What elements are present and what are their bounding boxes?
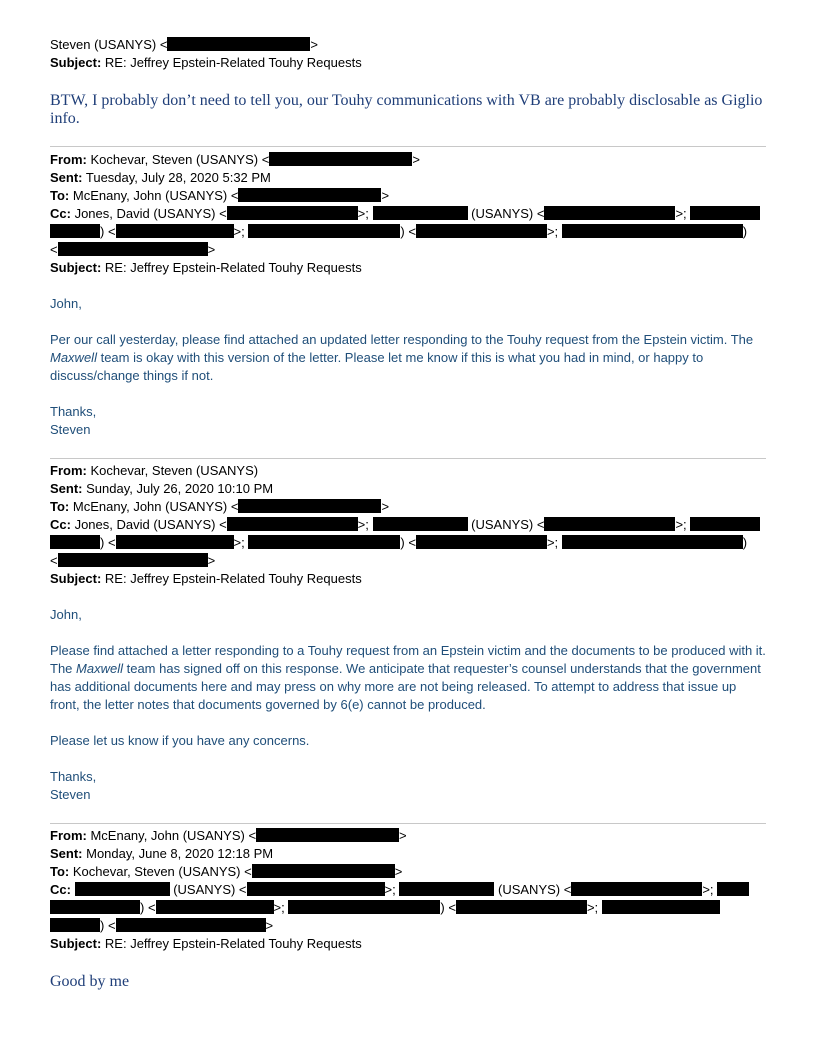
- separator: >;: [546, 535, 559, 550]
- from-text: McEnany, John (USANYS) <: [90, 828, 257, 843]
- separator: >;: [273, 900, 285, 915]
- angle-close: >: [381, 188, 390, 203]
- usanys-text: (USANYS) <: [173, 882, 247, 897]
- top-body-text: BTW, I probably don’t need to tell you, our Touhy communications with VB are probably disclosable as Giglio info.: [50, 92, 763, 127]
- from-text: Kochevar, Steven (USANYS): [90, 463, 259, 478]
- redaction-block: [116, 918, 266, 932]
- cc-label: Cc:: [50, 206, 71, 221]
- divider: [50, 458, 766, 459]
- cc-line-2: [50, 223, 766, 241]
- email-thread: [50, 36, 766, 991]
- redaction-block: [238, 499, 381, 513]
- cc-line-2: [50, 534, 766, 552]
- redaction-block: [717, 882, 749, 896]
- body-paragraph-2: Please let us know if you have any concerns.: [50, 733, 310, 748]
- redaction-block: [248, 224, 400, 238]
- from-line: [50, 827, 766, 845]
- redaction-block: [50, 535, 100, 549]
- redaction-block: [248, 535, 400, 549]
- body-text: Please find attached a letter responding to a Touhy request from an Epstein victim and the documents to be produced with it. The: [50, 643, 766, 676]
- redaction-block: [373, 206, 468, 220]
- redaction-block: [269, 152, 412, 166]
- usanys-text: (USANYS) <: [471, 206, 545, 221]
- to-text: Kochevar, Steven (USANYS) <: [72, 864, 252, 879]
- angle-close: >: [394, 864, 403, 879]
- subject-text: RE: Jeffrey Epstein-Related Touhy Requests: [104, 260, 362, 275]
- separator: >;: [384, 882, 396, 897]
- separator: >;: [675, 206, 687, 221]
- angle-close: >: [381, 499, 390, 514]
- separator: >;: [357, 206, 369, 221]
- redaction-block: [238, 188, 381, 202]
- redaction-block: [50, 918, 100, 932]
- separator: ) <: [100, 224, 116, 239]
- usanys-text: (USANYS) <: [498, 882, 572, 897]
- cc-line-1: [50, 516, 766, 534]
- redaction-block: [167, 37, 310, 51]
- angle-close: >: [207, 242, 216, 257]
- separator: ) <: [140, 900, 156, 915]
- separator: >;: [586, 900, 599, 915]
- separator: ) <: [400, 535, 416, 550]
- redaction-block: [571, 882, 702, 896]
- to-text: McEnany, John (USANYS) <: [72, 188, 239, 203]
- to-label: To:: [50, 188, 70, 203]
- separator: >;: [702, 882, 714, 897]
- subject-label: Subject:: [50, 571, 102, 586]
- redaction-block: [247, 882, 385, 896]
- cc-line-2: [50, 899, 766, 917]
- redaction-block: [562, 224, 743, 238]
- sent-label: Sent:: [50, 846, 83, 861]
- redaction-block: [50, 900, 140, 914]
- cc-text: Jones, David (USANYS) <: [74, 206, 227, 221]
- redaction-block: [227, 517, 358, 531]
- redaction-block: [456, 900, 587, 914]
- cc-label: Cc:: [50, 517, 71, 532]
- body-emphasis: Maxwell: [50, 350, 97, 365]
- separator: ): [742, 224, 748, 239]
- body-text: Per our call yesterday, please find attached an updated letter responding to the Touhy request from the Epstein victim. The: [50, 332, 754, 347]
- sent-line: [50, 845, 766, 863]
- separator: >;: [675, 517, 687, 532]
- separator: ) <: [400, 224, 416, 239]
- separator: >;: [233, 535, 245, 550]
- sent-line: [50, 480, 766, 498]
- to-text: McEnany, John (USANYS) <: [72, 499, 239, 514]
- divider: [50, 823, 766, 824]
- redaction-block: [252, 864, 395, 878]
- body-emphasis: Maxwell: [76, 661, 123, 676]
- redaction-block: [416, 535, 547, 549]
- body-text: Good by me: [50, 973, 130, 990]
- separator: ): [742, 535, 748, 550]
- body-text: team has signed off on this response. We anticipate that requester’s counsel understands that the government has additional documents here and may press on why more are not being released. To attempt to address that issue up front, the letter notes that documents governed by 6(e) cannot be produced.: [50, 661, 761, 712]
- cc-line-3: [50, 241, 766, 259]
- from-line: [50, 151, 766, 169]
- redaction-block: [227, 206, 358, 220]
- top-from-line: [50, 36, 766, 54]
- from-label: From:: [50, 152, 87, 167]
- message-1: [50, 151, 766, 439]
- sent-text: Sunday, July 26, 2020 10:10 PM: [86, 481, 274, 496]
- redaction-block: [156, 900, 274, 914]
- redaction-block: [602, 900, 720, 914]
- message-3: [50, 827, 766, 991]
- redaction-block: [58, 553, 208, 567]
- sent-text: Monday, June 8, 2020 12:18 PM: [86, 846, 274, 861]
- redaction-block: [373, 517, 468, 531]
- separator: >;: [357, 517, 369, 532]
- greeting: John,: [50, 296, 82, 311]
- signoff: Thanks,: [50, 404, 97, 419]
- redaction-block: [544, 206, 675, 220]
- usanys-text: (USANYS) <: [471, 517, 545, 532]
- subject-line: [50, 570, 766, 588]
- redaction-block: [562, 535, 743, 549]
- body-paragraph: [50, 331, 766, 385]
- signoff: Thanks,: [50, 769, 97, 784]
- top-subject-line: [50, 54, 766, 72]
- to-line: [50, 863, 766, 881]
- greeting: John,: [50, 607, 82, 622]
- to-line: [50, 498, 766, 516]
- angle-open: <: [50, 242, 58, 257]
- redaction-block: [399, 882, 494, 896]
- sent-label: Sent:: [50, 170, 83, 185]
- message-2: [50, 462, 766, 804]
- subject-label: Subject:: [50, 936, 102, 951]
- body-text: team is okay with this version of the letter. Please let me know if this is what you had in mind, or happy to discuss/change things if not.: [50, 350, 704, 383]
- sent-text: Tuesday, July 28, 2020 5:32 PM: [85, 170, 271, 185]
- redaction-block: [288, 900, 440, 914]
- from-line: [50, 462, 766, 480]
- redaction-block: [416, 224, 547, 238]
- from-label: From:: [50, 463, 87, 478]
- separator: ) <: [100, 918, 116, 933]
- subject-text: RE: Jeffrey Epstein-Related Touhy Requests: [104, 571, 362, 586]
- angle-close: >: [207, 553, 216, 568]
- redaction-block: [116, 224, 234, 238]
- redaction-block: [690, 206, 760, 220]
- angle-close: >: [265, 918, 274, 933]
- redaction-block: [690, 517, 760, 531]
- to-label: To:: [50, 864, 70, 879]
- cc-line-1: [50, 881, 766, 899]
- separator: ) <: [440, 900, 456, 915]
- divider: [50, 146, 766, 147]
- angle-close: >: [412, 152, 420, 167]
- redaction-block: [75, 882, 170, 896]
- redaction-block: [544, 517, 675, 531]
- subject-line: [50, 935, 766, 953]
- redaction-block: [256, 828, 399, 842]
- signature: Steven: [50, 787, 91, 802]
- body-paragraph: [50, 642, 766, 714]
- cc-text: Jones, David (USANYS) <: [74, 517, 227, 532]
- sent-line: [50, 169, 766, 187]
- separator: >;: [233, 224, 245, 239]
- cc-line-3: [50, 552, 766, 570]
- separator: >;: [546, 224, 559, 239]
- separator: ) <: [100, 535, 116, 550]
- angle-close: >: [399, 828, 407, 843]
- redaction-block: [50, 224, 100, 238]
- from-label: From:: [50, 828, 87, 843]
- angle-open: <: [50, 553, 58, 568]
- to-line: [50, 187, 766, 205]
- sent-label: Sent:: [50, 481, 83, 496]
- redaction-block: [116, 535, 234, 549]
- to-label: To:: [50, 499, 70, 514]
- cc-line-1: [50, 205, 766, 223]
- cc-line-3: [50, 917, 766, 935]
- subject-text: RE: Jeffrey Epstein-Related Touhy Requests: [104, 55, 362, 70]
- top-from-text: Steven (USANYS) <: [50, 37, 168, 52]
- subject-text: RE: Jeffrey Epstein-Related Touhy Requests: [104, 936, 362, 951]
- subject-line: [50, 259, 766, 277]
- angle-close: >: [310, 37, 318, 52]
- subject-label: Subject:: [50, 260, 102, 275]
- signature: Steven: [50, 422, 91, 437]
- from-text: Kochevar, Steven (USANYS) <: [90, 152, 270, 167]
- redaction-block: [58, 242, 208, 256]
- subject-label: Subject:: [50, 55, 102, 70]
- cc-label: Cc:: [50, 882, 71, 897]
